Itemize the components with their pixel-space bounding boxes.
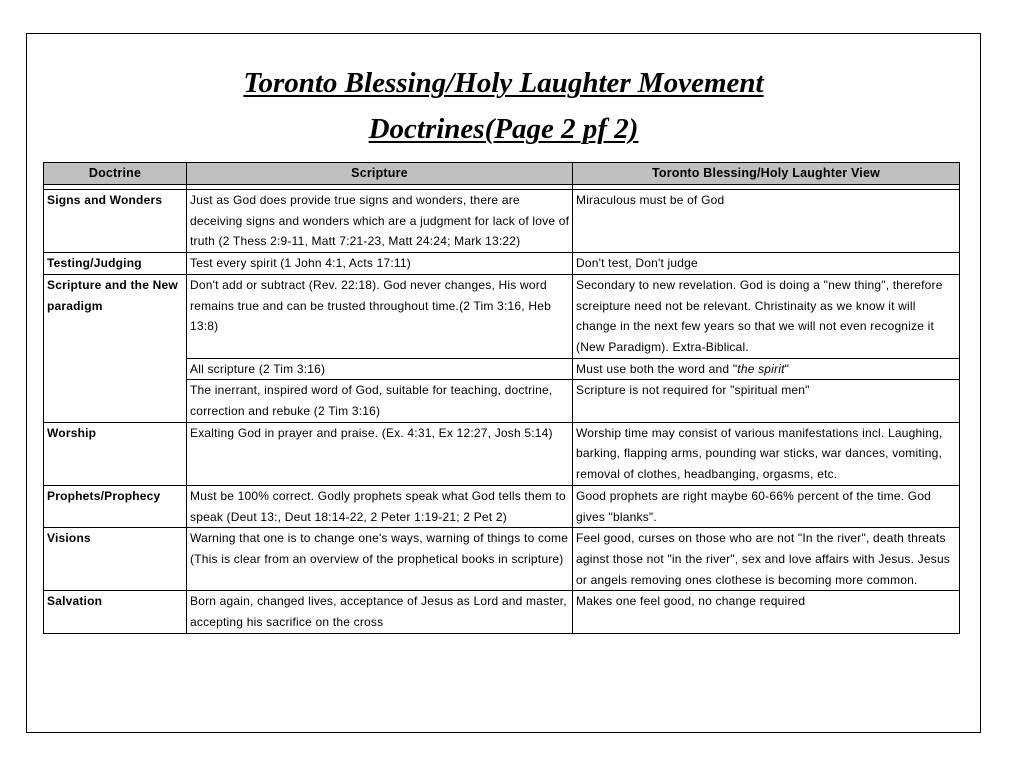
view-cell: Scripture is not required for "spiritual men"	[573, 380, 960, 422]
page-title	[26, 60, 981, 152]
table-row	[44, 528, 960, 591]
table-row	[44, 274, 960, 358]
scripture-cell: Warning that one is to change one's ways, warning of things to come (This is clear from an overview of the prophetical books in scripture)	[187, 528, 573, 591]
scripture-cell: Must be 100% correct. Godly prophets speak what God tells them to speak (Deut 13:, Deut 18:14-22, 2 Peter 1:19-21; 2 Pet 2)	[187, 485, 573, 527]
header-view: Toronto Blessing/Holy Laughter View	[573, 163, 960, 185]
doctrine-cell: Scripture and the New paradigm	[44, 274, 187, 422]
view-cell	[573, 358, 960, 380]
doctrine-cell: Salvation	[44, 591, 187, 633]
view-cell: Good prophets are right maybe 60-66% percent of the time. God gives "blanks".	[573, 485, 960, 527]
table-row	[44, 422, 960, 485]
scripture-cell: Don't add or subtract (Rev. 22:18). God never changes, His word remains true and can be trusted throughout time.(2 Tim 3:16, Heb 13:8)	[187, 274, 573, 358]
table-row	[44, 190, 960, 253]
view-cell: Don't test, Don't judge	[573, 253, 960, 275]
doctrine-cell: Visions	[44, 528, 187, 591]
doctrine-cell: Worship	[44, 422, 187, 485]
view-cell: Secondary to new revelation. God is doing a "new thing", therefore screipture need not be relevant. Christinaity as we know it will change in the next few years so that we will not even recognize it (New Paradigm). Extra-Biblical.	[573, 274, 960, 358]
doctrine-cell: Testing/Judging	[44, 253, 187, 275]
scripture-cell: Just as God does provide true signs and wonders, there are deceiving signs and wonders which are a judgment for lack of love of truth (2 Thess 2:9-11, Matt 7:21-23, Matt 24:24; Mark 13:22)	[187, 190, 573, 253]
view-text: "	[784, 361, 790, 376]
view-text: Must use both the word and "	[576, 361, 738, 376]
scripture-cell: Exalting God in prayer and praise. (Ex. 4:31, Ex 12:27, Josh 5:14)	[187, 422, 573, 485]
scripture-cell: Test every spirit (1 John 4:1, Acts 17:11)	[187, 253, 573, 275]
doctrine-cell: Prophets/Prophecy	[44, 485, 187, 527]
view-cell: Worship time may consist of various manifestations incl. Laughing, barking, flapping arms, pounding war sticks, war dances, vomiting, removal of clothes, headbanging, orgasms, etc.	[573, 422, 960, 485]
header-doctrine: Doctrine	[44, 163, 187, 185]
doctrines-table	[43, 162, 960, 634]
header-scripture: Scripture	[187, 163, 573, 185]
scripture-cell: The inerrant, inspired word of God, suitable for teaching, doctrine, correction and rebuke (2 Tim 3:16)	[187, 380, 573, 422]
view-italic-text: the spirit	[737, 361, 785, 376]
view-cell: Miraculous must be of God	[573, 190, 960, 253]
table-row	[44, 253, 960, 275]
title-line-2: Doctrines(Page 2 pf 2)	[368, 113, 639, 145]
table-header-row	[44, 163, 960, 185]
view-cell: Feel good, curses on those who are not "In the river", death threats aginst those not "in the river", sex and love affairs with Jesus. Jesus or angels removing ones clothese is becoming more common.	[573, 528, 960, 591]
table-row	[44, 591, 960, 633]
doctrine-cell: Signs and Wonders	[44, 190, 187, 253]
table-row	[44, 485, 960, 527]
scripture-cell: Born again, changed lives, acceptance of Jesus as Lord and master, accepting his sacrifice on the cross	[187, 591, 573, 633]
scripture-cell: All scripture (2 Tim 3:16)	[187, 358, 573, 380]
title-line-1: Toronto Blessing/Holy Laughter Movement	[243, 67, 764, 99]
view-cell: Makes one feel good, no change required	[573, 591, 960, 633]
